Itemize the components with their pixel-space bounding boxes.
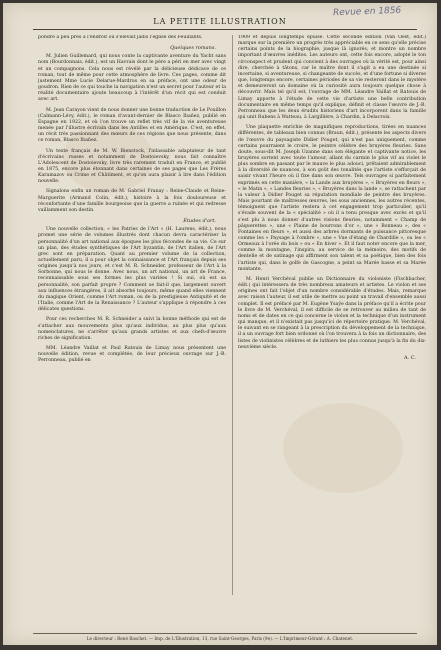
newspaper-page [3,3,437,645]
paragraph: Pour ces recherches M. R. Schneider a suivi la bonne méthode qui est de s'attacher aux mouvements plus qu'aux individus, au plus plus qu'aux nomenclatures, ne s'arrêter qu'aux grands artistes et aux chefs-d'œuvre riches de signification. [38,317,226,341]
paragraph: M. Julien Guillemard, qui nous conte la captivante aventure du Yacht sans nom (Bourdonnais, édit.), est un Havrais dont le père a péri en mer avec vingt et un compagnons. Cela nous est révélé par la délicieuse dédicace de ce roman, tout de même pour cette atmosphère de livre. Ces pages, comme dit justement Mme Lucie Delarue-Mardrus en sa préface, ont une odeur de goudron. Rien de ce qui touche la navigation n'est un secret pour l'auteur et la réalité documentaire ajoute beaucoup à l'intérêt d'un récit qui est conduit avec art. [38,54,226,103]
page-title: LA PETITE ILLUSTRATION [153,17,287,26]
section-heading: Études d'art. [183,218,216,225]
paragraph: Signalons enfin un roman de M. Gabriel Franay : Reine-Claude et Reine-Marguerite (Armand Colin, édit.), histoire à la fois douloureuse et réconfortante d'une famille bourgeoise que la guerre a ruinée et qui redresse vaillamment son destin. [38,189,226,213]
author-signoff: A. C. [403,354,416,361]
paragraph: M. Jean Carayon vient de nous donner une bonne traduction de Le Pouillon (Calmann-Lévy, édit.), le roman d'avant-dernier de Blasco Ibañez, publié en Espagne en 1922, et où l'on trouve un reflet très vif de la vie aventureuse menée par l'illustre écrivain dans les Antilles et en Amérique. C'est, en effet, un récit très passionnant des mœurs de ces régions que nous présente, dans ce roman, Blasco Ibañez. [38,107,226,144]
paragraph: Une nouvelle collection, « les Patries de l'Art » (H. Laurens, édit.), nous promet une série de volumes illustrés dont chacun devra caractériser la personnalité d'un art national aux époques les plus fécondes de sa vie. Ce sur un plan, des études synthétiques de l'Art byzantin, de l'Art italien, de l'Art grec sont en préparation. Quant au premier volume de la collection, actuellement paru, il a pour objet la connaissance et l'Art français depuis ses origines jusqu'à nos jours, et c'est M. R. Schneider, professeur de l'Art à la Sorbonne, qui nous le donne. Avec nous, un art national, un art de France, reconnaissable sous ses formes les plus variées ! Si oui, où est sa personnalité, son parfait propre ? Comment se fait-il que, largement ouvert aux influences étrangères, il ait absorbé toujours, même quand elles viennent du magique Orient, comme l'Art roman, ou de la prestigieuse Antiquité et de l'Italie, comme l'Art de la Renaissance ? L'auteur s'applique à répondre à ces délicates questions. [38,227,226,313]
paragraph: 1909 et depuis longtemps épuisé. Cette seconde édition (Van Oest, édit.) marque sur la première un progrès très appréciable en ce sens qu'elle précise certains points de la biographie, jusque là ignorés, et montre un nombre important d'œuvres inédites. Les auteurs ont, cette fois encore, adopté le ton circonspect et prudent qui convient à des ouvrages où la vérité est, pour ainsi dire, cherchée à tâtons, car le maître dont il s'agit a eu une destinée si incertaine, si aventureuse, si changeante de succès, et d'une fortune si diverse que, longtemps encore, certaines périodes de sa vie resteront dans le mystère et demeureront un domaine où la curiosité aura toujours quelque chose à découvrir. Mais tel qu'il est, l'ouvrage de MM. Léandre Vaillat et Ratouis de Limay apporte à l'étude de cette vie d'artiste une belle contribution documentaire en même temps qu'il explique, définit et classe l'œuvre de J.-B. Perronneau que les deux érudits historiens d'art incorporent dans la famille qui unit Rubens à Watteau, à Largillière, à Chardin, à Delacroix. [238,35,426,121]
column-divider [232,35,233,595]
imprint-footer: Le directeur : René Baschet. — Imp. de L'Illustration, 13, rue Saint-Georges, Paris (9e). — L'Imprimeur-Gérant : A. Chatenet. [86,636,354,641]
paragraph: pondre à peu près à l'endroit où s'élevait jadis l'église des Feuillants. [38,35,203,40]
paragraph: Un texte français de M. W. Bienstock, l'inlassable adaptateur de tant d'écrivains russes et notamment de Dostoievsky, nous fait connaître L'Adolescent de Dostoievsky, livre très rarement traduit en France, et publié en 1875, encore plus étonnant dans certaines de ses pages que Les Frères Karamazov ou Crime et Châtiment, et qu'on aura plaisir à lire dans l'édition nouvelle. [38,148,226,185]
section-heading: Quelques romans. [170,45,216,52]
paragraph: Une plaquette enrichie de magnifiques reproductions, tirées en nuances différentes, de tableaux bien connus (Braun, édit.), présente les aspects divers de l'œuvre du paysagiste Didier Pouget, qui n'est pas uniquement, comme certains pourraient le croire, le peintre célèbre des bruyères fleuries. Sans doute, sous-dit M. Joseph Uzanne dans son élégante et captivante notice, les bruyères sortent avec toute l'amour, allant du carmin le plus vif au violet le plus sombre en passant par le mauve le plus adouci, prêtaient admirablement à la diversité de nuances, à son goût des tonalités que l'artiste s'efforçait de saisir vivant l'heure où il fixe dans son œuvre. Tels ouvrages si parfaitement exprimés en cette manière, « la Lande aux bruyères », « Bruyères en fleurs », « le Matin », « Landes fleuries », « Bruyères dans la lande », se rattachent par la valeur à Didier Pouget sa réputation mondiale de peintre des bruyères. Mais pourtant de maîtresses œuvres, les sous anciennes, les autres récentes, témoignent que l'artiste restera à cet engagement trop particulier, qu'il s'évade souvent de la « spécialité » où il a tenu presque avec excès et qu'il s'est plu à nous donner d'autres visions fleuries, notamment « Champ de pâquerettes », une « Plaine de bourrons d'or », une « Bonneau », des « Fontaines en fleurs », et aussi des arbres dormants de puissance pittoresque comme les « Paysage à l'ombre », une « Vue d'étang de Chardille », ou les « Ormeaux à l'orée du bois » ou « En hiver ». Et il faut noter encore que la mer, comme la montagne, l'inspira, au service de la mémoire, des motifs de dentelle et de satinage qui affirment son talent et sa poétique, bien des fois l'artiste qui, dans le golfe de Gascogne, a peint sa Marée basse et sa Marée montante. [238,125,426,272]
paragraph: M. Henri Verchéval publie un Dictionnaire du violoniste (Fischbacher, édit.) qui intéressera de très nombreux amateurs et artistes. Le violon et ses origines ont fait l'objet d'un nombre considérable d'études. Mais, remarque avec raison l'auteur, il est utile de mettre au point un travail d'ensemble aussi complet. Il est préfacé par M. Eugène Ysaÿe dans la préface qu'il a écrite pour le livre de M. Verchéval, il est difficile de se retrouver au milieu de tant de noms et de dates en ce qui concerne le violon et la technique d'un instrument qui manque, et il n'existait pas jusqu'ici de répertoire pratique. M. Verchéval, le suivant en se rangeant à la prescription du développement de la technique, il a un ouvrage fort bien ordonné où l'on trouvera à la fois un dictionnaire, des listes de violinistes célèbres et de luthiers les plus connus jusqu'à la fin du dix-neuvième siècle. [238,276,426,350]
left-column [38,35,226,595]
footer-rule [33,633,417,634]
header-rule [33,29,417,30]
paragraph: MM. Léandre Vaillat et Paul Ratouis de Limay nous présentent une nouvelle édition, revue et complétée, de leur précieux ouvrage sur J.-B. Perronneau, publié en [38,346,226,364]
handwritten-annotation: Revue en 1856 [332,5,402,19]
right-column [238,35,426,595]
